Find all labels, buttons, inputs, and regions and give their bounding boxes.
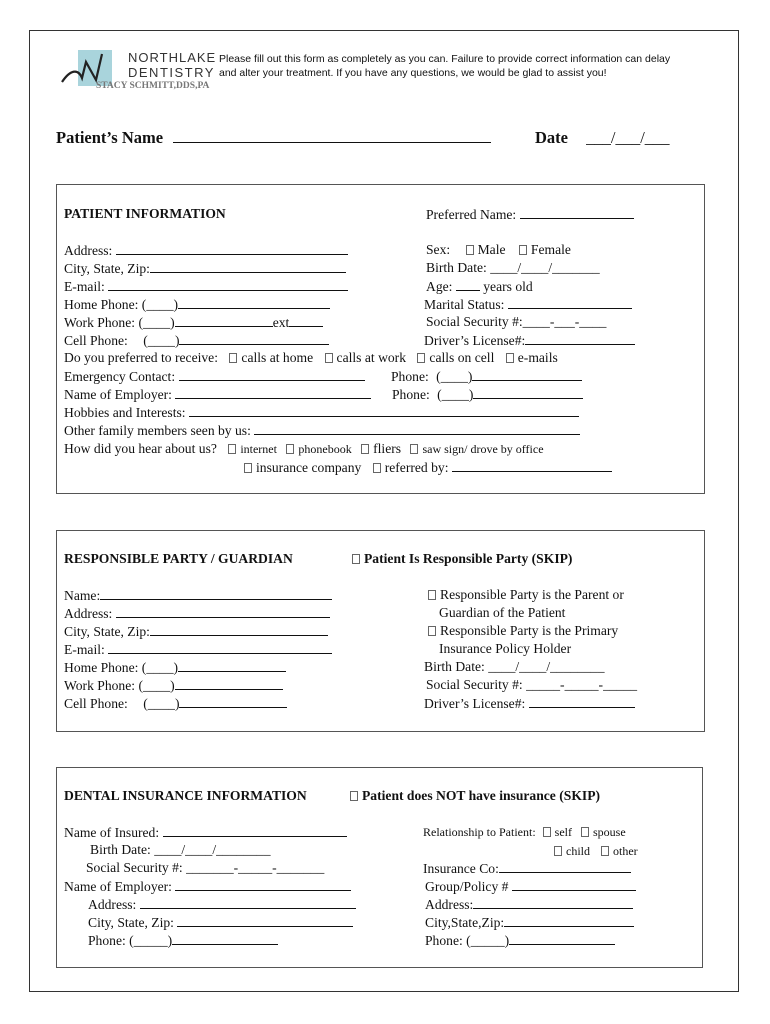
rp-work-phone-area[interactable]: (____) [138, 678, 175, 693]
family-label: Other family members seen by us: [64, 423, 251, 438]
work-phone-label: Work Phone: [64, 315, 136, 330]
fliers-checkbox[interactable] [361, 444, 369, 454]
work-phone-field[interactable] [175, 313, 273, 327]
ssn-label: Social Security #: [426, 314, 523, 329]
work-phone-area[interactable]: (____) [138, 315, 175, 330]
home-phone-label: Home Phone: [64, 297, 139, 312]
license-field[interactable] [525, 331, 635, 345]
rp-name-field[interactable] [100, 586, 332, 600]
ssn-field[interactable]: ____-___-____ [522, 314, 607, 329]
ins-employer-city-field[interactable] [177, 913, 353, 927]
ins-employer-phone-area[interactable]: (_____) [129, 933, 173, 948]
self-label: self [554, 825, 572, 839]
date-row [535, 128, 670, 148]
insured-name-label: Name of Insured: [64, 825, 160, 840]
saw-sign-checkbox[interactable] [410, 444, 418, 454]
phonebook-label: phonebook [298, 442, 352, 456]
home-phone-area[interactable]: (____) [141, 297, 179, 312]
marital-label: Marital Status: [424, 297, 505, 312]
form-notice-line-2: and alter your treatment. If you have any questions, we would be glad to assist you! [219, 67, 607, 79]
rp-primary-label-2: Insurance Policy Holder [439, 641, 572, 656]
rp-license-field[interactable] [529, 694, 635, 708]
receive-label: Do you preferred to receive: [64, 350, 218, 365]
calls-work-checkbox[interactable] [325, 353, 333, 363]
calls-work-label: calls at work [336, 350, 407, 365]
rp-parent-checkbox[interactable] [428, 590, 436, 600]
group-policy-field[interactable] [512, 877, 636, 891]
email-label: E-mail: [64, 279, 105, 294]
rp-home-phone-field[interactable] [178, 658, 286, 672]
female-label: Female [530, 242, 571, 257]
fliers-label: fliers [373, 441, 402, 456]
form-notice-line-1: Please fill out this form as completely as you can. Failure to provide correct information can delay [219, 53, 671, 65]
referred-by-label: referred by: [384, 460, 449, 475]
rp-address-field[interactable] [116, 604, 330, 618]
ins-co-phone-area[interactable]: (_____) [466, 933, 510, 948]
ins-employer-address-label: Address: [88, 897, 137, 912]
ins-co-city-field[interactable] [504, 913, 634, 927]
employer-phone-area[interactable]: (____) [437, 387, 474, 402]
insured-birth-date-field[interactable]: ____/____/________ [154, 842, 271, 857]
home-phone-field[interactable] [178, 295, 330, 309]
calls-cell-checkbox[interactable] [417, 353, 425, 363]
insured-birth-date-label: Birth Date: [90, 842, 151, 857]
city-field[interactable] [150, 259, 346, 273]
female-checkbox[interactable] [519, 245, 527, 255]
rp-city-label: City, State, Zip: [64, 624, 150, 639]
insurance-skip-label: Patient does NOT have insurance (SKIP) [362, 788, 601, 803]
rp-birth-date-label: Birth Date: [424, 659, 485, 674]
license-label: Driver’s License#: [424, 333, 526, 348]
address-field[interactable] [116, 241, 348, 255]
ins-employer-phone-field[interactable] [172, 931, 278, 945]
rp-cell-phone-area[interactable]: (____) [143, 696, 180, 711]
ext-field[interactable] [289, 313, 323, 327]
rp-ssn-label: Social Security #: [426, 677, 523, 692]
ext-label: ext [272, 315, 290, 330]
cell-phone-area[interactable]: (____) [143, 333, 180, 348]
ins-employer-address-field[interactable] [140, 895, 356, 909]
spouse-label: spouse [593, 825, 626, 839]
phonebook-checkbox[interactable] [286, 444, 294, 454]
child-checkbox[interactable] [554, 846, 562, 856]
rp-email-label: E-mail: [64, 642, 105, 657]
marital-field[interactable] [508, 295, 632, 309]
age-field[interactable] [456, 277, 480, 291]
responsible-skip-checkbox[interactable] [352, 554, 360, 564]
insurance-company-checkbox[interactable] [244, 463, 252, 473]
preferred-name-label: Preferred Name: [426, 207, 517, 222]
emergency-phone-field[interactable] [472, 367, 582, 381]
internet-label: internet [240, 442, 277, 456]
group-policy-label: Group/Policy # [425, 879, 509, 894]
practice-logo [56, 48, 226, 94]
internet-checkbox[interactable] [228, 444, 236, 454]
emergency-phone-area[interactable]: (____) [436, 369, 473, 384]
insured-ssn-field[interactable]: _______-_____-_______ [186, 860, 325, 875]
insurance-company-label: insurance company [256, 460, 362, 475]
rp-birth-date-field[interactable]: ____/____/________ [488, 659, 605, 674]
male-checkbox[interactable] [466, 245, 474, 255]
birth-date-label: Birth Date: [426, 260, 487, 275]
patient-name-label: Patient’s Name [56, 128, 164, 147]
city-label: City, State, Zip: [64, 261, 150, 276]
logo-sub: DENTISTRY [128, 65, 215, 80]
rp-work-phone-field[interactable] [175, 676, 283, 690]
contact-preference-row [64, 349, 558, 367]
other-checkbox[interactable] [601, 846, 609, 856]
emergency-phone-label: Phone: [391, 369, 429, 384]
rp-email-field[interactable] [108, 640, 332, 654]
patient-info-title: PATIENT INFORMATION [64, 206, 226, 221]
responsible-skip-label: Patient Is Responsible Party (SKIP) [364, 551, 573, 566]
calls-home-checkbox[interactable] [229, 353, 237, 363]
referred-by-field[interactable] [452, 458, 612, 472]
ins-co-phone-field[interactable] [509, 931, 615, 945]
ins-employer-label: Name of Employer: [64, 879, 172, 894]
insured-ssn-label: Social Security #: [86, 860, 183, 875]
referred-by-checkbox[interactable] [373, 463, 381, 473]
rp-cell-phone-field[interactable] [179, 694, 287, 708]
rp-work-phone-label: Work Phone: [64, 678, 136, 693]
rp-parent-label-2: Guardian of the Patient [439, 605, 566, 620]
rp-parent-label-1: Responsible Party is the Parent or [440, 587, 624, 602]
preferred-name-field[interactable] [520, 205, 634, 219]
rp-cell-phone-label: Cell Phone: [64, 696, 128, 711]
referral-row [64, 440, 544, 458]
ins-employer-field[interactable] [175, 877, 351, 891]
address-label: Address: [64, 243, 113, 258]
date-field[interactable]: ___/___/___ [586, 128, 670, 147]
insured-name-field[interactable] [163, 823, 347, 837]
ins-co-label: Insurance Co: [423, 861, 499, 876]
rp-address-label: Address: [64, 606, 113, 621]
saw-sign-label: saw sign/ drove by office [422, 442, 544, 456]
emails-checkbox[interactable] [506, 353, 514, 363]
male-label: Male [477, 242, 506, 257]
cell-phone-field[interactable] [179, 331, 329, 345]
family-field[interactable] [254, 421, 580, 435]
rp-city-field[interactable] [150, 622, 328, 636]
self-checkbox[interactable] [543, 827, 551, 837]
insurance-title: DENTAL INSURANCE INFORMATION [64, 788, 307, 803]
rp-primary-checkbox[interactable] [428, 626, 436, 636]
rp-home-phone-label: Home Phone: [64, 660, 139, 675]
email-field[interactable] [108, 277, 348, 291]
rp-ssn-field[interactable]: _____-_____-_____ [526, 677, 638, 692]
child-label: child [566, 844, 590, 858]
ins-co-city-label: City,State,Zip: [425, 915, 505, 930]
patient-name-field[interactable] [173, 129, 491, 143]
insurance-skip-checkbox[interactable] [350, 791, 358, 801]
logo-doctor: STACY SCHMITT,DDS,PA [96, 81, 210, 91]
sex-label: Sex: [426, 242, 451, 257]
employer-phone-field[interactable] [473, 385, 583, 399]
rp-license-label: Driver’s License#: [424, 696, 526, 711]
ins-co-address-field[interactable] [473, 895, 633, 909]
ins-co-phone-label: Phone: [425, 933, 463, 948]
emails-label: e-mails [517, 350, 558, 365]
logo-name: NORTHLAKE [128, 50, 217, 65]
ins-employer-city-label: City, State, Zip: [88, 915, 174, 930]
ins-co-address-label: Address: [425, 897, 474, 912]
employer-field[interactable] [175, 385, 371, 399]
calls-cell-label: calls on cell [429, 350, 495, 365]
age-label: Age: [426, 279, 453, 294]
hobbies-label: Hobbies and Interests: [64, 405, 186, 420]
hear-label: How did you hear about us? [64, 441, 217, 456]
spouse-checkbox[interactable] [581, 827, 589, 837]
emergency-field[interactable] [179, 367, 365, 381]
employer-phone-label: Phone: [392, 387, 430, 402]
rp-primary-label-1: Responsible Party is the Primary [440, 623, 619, 638]
date-label: Date [535, 128, 568, 147]
responsible-title: RESPONSIBLE PARTY / GUARDIAN [64, 551, 293, 566]
years-old-label: years old [483, 279, 533, 294]
relationship-label: Relationship to Patient: [423, 825, 536, 839]
hobbies-field[interactable] [189, 403, 579, 417]
ins-co-field[interactable] [499, 859, 631, 873]
birth-date-field[interactable]: ____/____/_______ [490, 260, 600, 275]
cell-phone-label: Cell Phone: [64, 333, 128, 348]
employer-label: Name of Employer: [64, 387, 172, 402]
rp-name-label: Name: [64, 588, 101, 603]
other-label: other [613, 844, 638, 858]
calls-home-label: calls at home [241, 350, 314, 365]
emergency-label: Emergency Contact: [64, 369, 176, 384]
patient-name-row [56, 128, 491, 148]
ins-employer-phone-label: Phone: [88, 933, 126, 948]
rp-home-phone-area[interactable]: (____) [141, 660, 179, 675]
